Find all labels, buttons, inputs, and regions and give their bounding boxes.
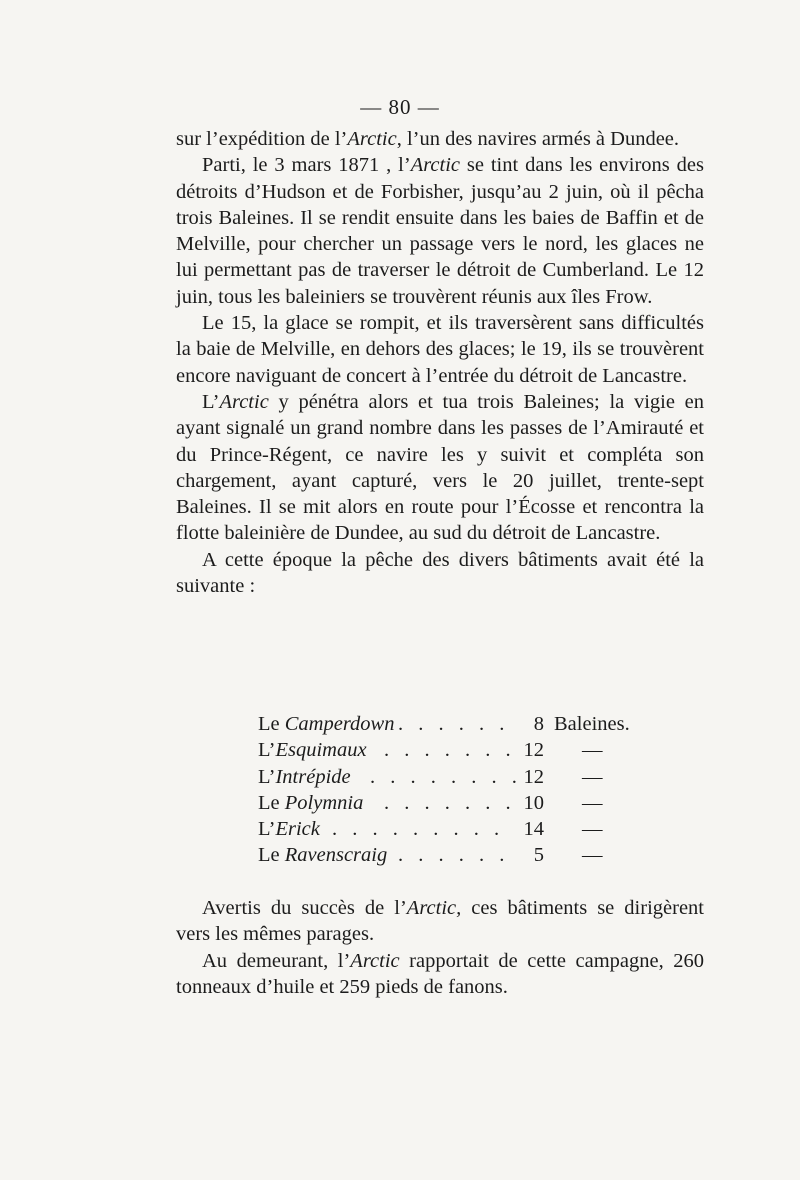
paragraph-1: sur l’expédition de l’Arctic, l’un des navires armés à Dundee. [176, 128, 680, 150]
leader-dots: . . . . . . [398, 713, 510, 735]
ship-name: Erick [275, 818, 320, 841]
ship-article: L’ [258, 739, 276, 762]
paragraph-5: A cette époque la pêche des divers bâtiments avait été la suivante : [176, 548, 704, 598]
ship-name: Esquimaux [275, 739, 367, 762]
ship-name: Camperdown [284, 713, 395, 735]
ship-article: Le [258, 844, 285, 867]
paragraph-4: L’Arctic y pénétra alors et tua trois Baleines; la vigie en ayant signalé un grand nombre dans les passes de l’Amirauté et du Prince-Régent, ce navire les y suivit et compléta son chargement, ayant capturé, vers le 20 juillet, trente-sept Baleines. Il se mit alors en route pour l’Écosse et rencontra la flotte baleinière de Dundee, au sud du détroit de Lancastre. [176, 390, 704, 545]
leader-dots: . . . . . . . [384, 791, 516, 814]
ditto-mark: — [582, 765, 603, 788]
leader-dots: . . . . . . . [384, 739, 516, 762]
paragraph-6: Avertis du succès de l’Arctic, ces bâtiments se dirigèrent vers les mêmes parages. [176, 897, 704, 946]
whale-count: 8 [533, 713, 544, 735]
ship-article: L’ [258, 818, 276, 841]
paragraph-3: Le 15, la glace se rompit, et ils traversèrent sans difficultés la baie de Melville, en dehors des glaces; le 19, ils se trouvèrent encore naviguant de concert à l’entrée du détroit de Lancastre. [176, 312, 704, 387]
catch-table [258, 711, 658, 869]
ship-article: Le [258, 791, 285, 814]
ship-article: Le [258, 713, 285, 735]
ditto-mark: — [582, 739, 603, 762]
whale-count: 12 [523, 739, 544, 762]
table-row [258, 764, 658, 790]
whale-count: 14 [523, 818, 544, 841]
leader-dots: . . . . . . . . . [332, 818, 505, 841]
unit-label: Baleines. [554, 713, 630, 735]
table-row [258, 790, 658, 816]
paragraph-2: Parti, le 3 mars 1871 , l’Arctic se tint dans les environs des détroits d’Hudson et de Forbisher, jusqu’au 2 juin, où il pêcha trois Baleines. Il se rendit ensuite dans les baies de Baffin et de Melville, pour chercher un passage vers le nord, les glaces ne lui permettant pas de traverser le détroit de Cumberland. Le 12 juin, tous les baleiniers se trouvèrent réunis aux îles Frow. [176, 154, 704, 308]
leader-dots: . . . . . . [398, 844, 510, 867]
ditto-mark: — [582, 844, 603, 867]
ship-article: L’ [258, 765, 276, 788]
table-row [258, 842, 658, 868]
whale-count: 5 [533, 844, 544, 867]
body-text [176, 126, 704, 599]
leader-dots: . . . . . . . . [370, 765, 522, 788]
table-row [258, 816, 658, 842]
whale-count: 10 [523, 791, 544, 814]
ditto-mark: — [582, 818, 603, 841]
paragraph-7: Au demeurant, l’Arctic rapportait de cette campagne, 260 tonneaux d’huile et 259 pieds de fanons. [176, 949, 704, 998]
table-row [258, 737, 658, 763]
ship-name: Intrépide [275, 765, 351, 788]
whale-count: 12 [523, 765, 544, 788]
ditto-mark: — [582, 791, 603, 814]
ship-name: Ravenscraig [284, 844, 388, 867]
table-row [258, 711, 658, 737]
closing-text [176, 895, 704, 1000]
page-number: — 80 — [360, 95, 440, 119]
ship-name: Polymnia [284, 791, 364, 814]
